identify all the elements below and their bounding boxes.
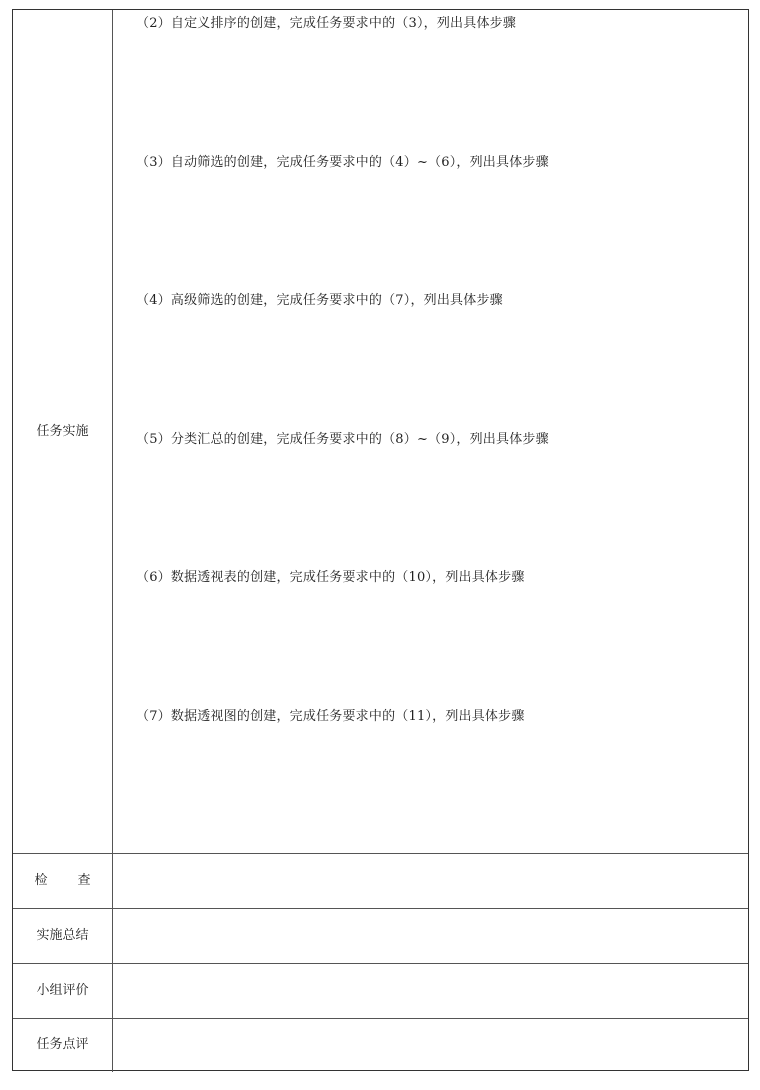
step-3-text: （3）自动筛选的创建，完成任务要求中的（4）~（6），列出具体步骤 xyxy=(136,155,549,170)
row-divider xyxy=(13,908,748,909)
row-divider xyxy=(13,963,748,964)
row-label-check xyxy=(13,873,112,889)
row-label-task-implementation: 任务实施 xyxy=(36,424,89,439)
step-6-text: （6）数据透视表的创建，完成任务要求中的（10），列出具体步骤 xyxy=(136,570,525,585)
step-5-text: （5）分类汇总的创建，完成任务要求中的（8）~（9），列出具体步骤 xyxy=(136,432,549,447)
row-divider xyxy=(13,1018,748,1019)
check-label-char-1: 检 xyxy=(34,873,48,888)
row-divider xyxy=(13,853,748,854)
task-form-table xyxy=(12,9,749,1071)
row-label-group-eval: 小组评价 xyxy=(36,983,89,998)
column-divider xyxy=(112,10,113,853)
check-label-char-2: 查 xyxy=(77,873,91,888)
step-2-text: （2）自定义排序的创建，完成任务要求中的（3），列出具体步骤 xyxy=(136,16,517,31)
step-7-text: （7）数据透视图的创建，完成任务要求中的（11），列出具体步骤 xyxy=(136,709,525,724)
step-4-text: （4）高级筛选的创建，完成任务要求中的（7），列出具体步骤 xyxy=(136,293,503,308)
row-label-summary: 实施总结 xyxy=(36,928,89,943)
row-label-task-review: 任务点评 xyxy=(36,1037,89,1052)
